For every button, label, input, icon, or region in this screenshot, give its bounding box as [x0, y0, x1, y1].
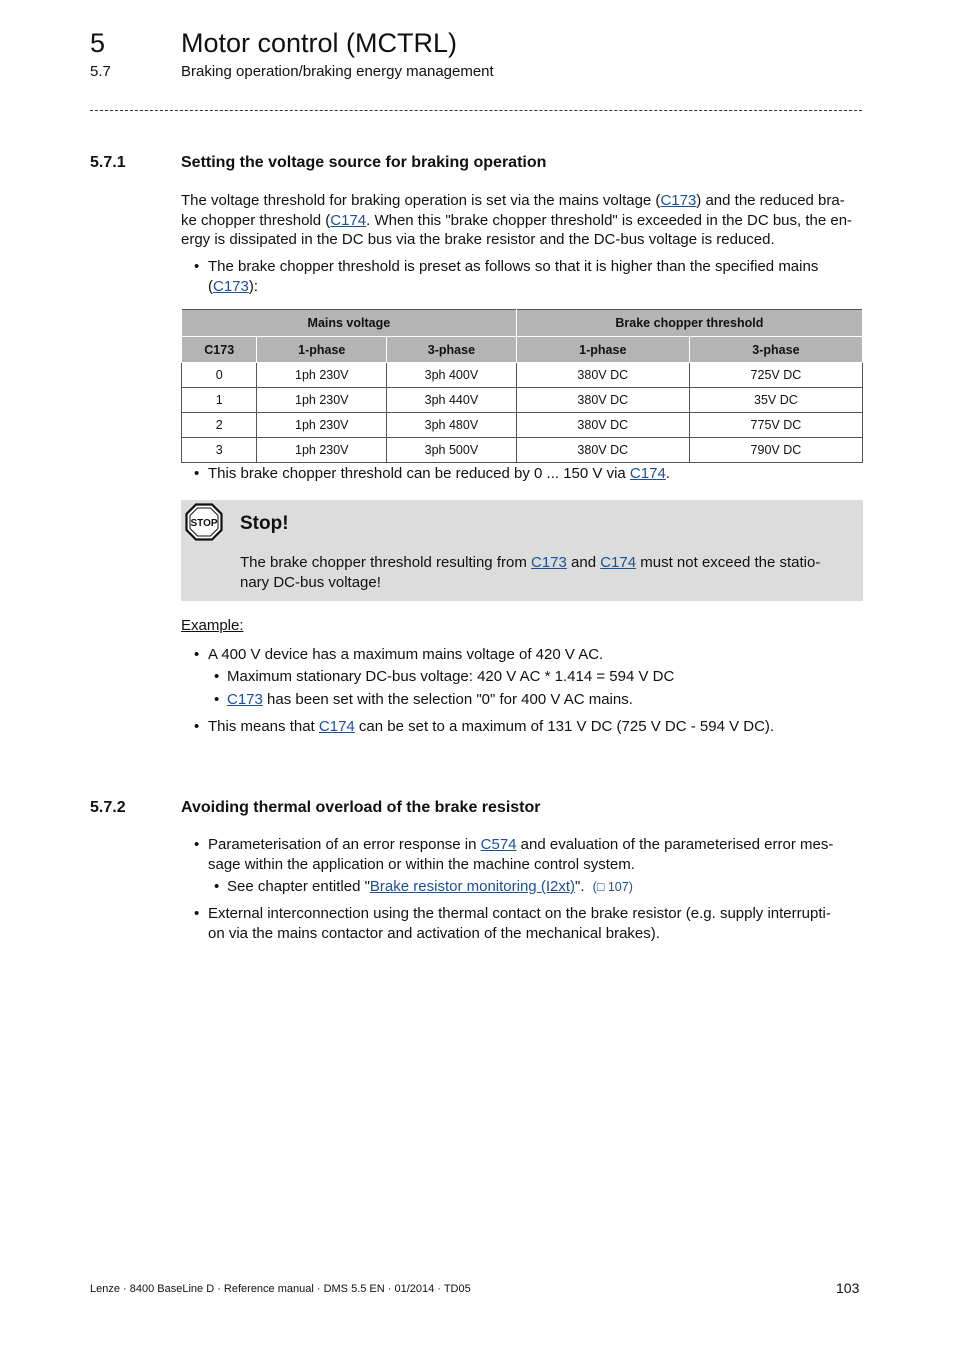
link-c173[interactable]: C173 — [213, 278, 249, 295]
link-c174[interactable]: C174 — [600, 554, 637, 571]
table-cell: 3ph 480V — [387, 413, 517, 438]
subsection-number: 5.7.1 — [90, 154, 126, 171]
stop-sign-icon — [185, 503, 223, 541]
table-cell: 3ph 440V — [387, 388, 517, 413]
table-cell: 2 — [182, 413, 257, 438]
bullet-preset: • The brake chopper threshold is preset as follows so that it is higher than the specified mains (C173): — [194, 258, 819, 295]
table-group-brake: Brake chopper threshold — [516, 310, 862, 337]
table-cell: 1ph 230V — [257, 413, 387, 438]
table-cell: 380V DC — [516, 363, 689, 388]
link-brake-resistor-monitoring[interactable]: Brake resistor monitoring (I2xt) — [369, 878, 575, 895]
table-cell: 3ph 500V — [387, 438, 517, 463]
bullet-reduction: • This brake chopper threshold can be reduced by 0 ... 150 V via C174. — [194, 465, 670, 482]
table-row — [182, 438, 863, 463]
footer-document-info: Lenze · 8400 BaseLine D · Reference manual · DMS 5.5 EN · 01/2014 · TD05 — [90, 1283, 471, 1295]
stop-title: Stop! — [240, 513, 289, 534]
example-subbullet: • Maximum stationary DC-bus voltage: 420 V AC * 1.414 = 594 V DC — [214, 668, 675, 685]
table-header: 1-phase — [516, 337, 689, 363]
subsection-title: Avoiding thermal overload of the brake resistor — [181, 799, 541, 816]
page-number: 103 — [836, 1280, 860, 1296]
table-row — [182, 388, 863, 413]
bullet-dot: • — [194, 465, 200, 482]
table-cell: 1ph 230V — [257, 438, 387, 463]
table-header: 3-phase — [387, 337, 517, 363]
table-cell: 380V DC — [516, 413, 689, 438]
bullet-see-chapter: • See chapter entitled "Brake resistor monitoring (I2xt)". (□ 107) — [214, 878, 633, 895]
table-cell: 1ph 230V — [257, 363, 387, 388]
table-cell: 775V DC — [689, 413, 862, 438]
table-cell: 3 — [182, 438, 257, 463]
example-bullet: • This means that C174 can be set to a maximum of 131 V DC (725 V DC - 594 V DC). — [194, 718, 775, 735]
bullet-dot: • — [194, 905, 200, 922]
bullet-dot: • — [194, 258, 200, 275]
table-header: 1-phase — [257, 337, 387, 363]
table-cell: 380V DC — [516, 388, 689, 413]
bullet-dot: • — [194, 836, 200, 853]
table-cell: 3ph 400V — [387, 363, 517, 388]
header-divider — [90, 110, 862, 111]
subsection-number: 5.7.2 — [90, 799, 126, 816]
stop-icon-label: STOP — [190, 518, 218, 529]
table-header: C173 — [182, 337, 257, 363]
section-title: Braking operation/braking energy management — [181, 63, 494, 80]
threshold-table — [181, 309, 863, 463]
link-c574[interactable]: C574 — [480, 836, 517, 853]
table-cell: 0 — [182, 363, 257, 388]
subsection-title: Setting the voltage source for braking operation — [181, 154, 547, 171]
bullet-dot: • — [194, 646, 200, 663]
link-c173[interactable]: C173 — [227, 691, 263, 708]
table-cell: 35V DC — [689, 388, 862, 413]
bullet-external-interconnection: • External interconnection using the thermal contact on the brake resistor (e.g. supply interrupti- on via the mains contactor and activation of the mechanical brakes). — [194, 905, 831, 942]
stop-text: The brake chopper threshold resulting from C173 and C174 must not exceed the statio- nary DC-bus voltage! — [240, 554, 821, 591]
table-header: 3-phase — [689, 337, 862, 363]
section-number: 5.7 — [90, 63, 111, 80]
bullet-dot: • — [194, 718, 200, 735]
bullet-dot: • — [214, 691, 220, 708]
table-group-mains: Mains voltage — [182, 310, 517, 337]
bullet-error-response: • Parameterisation of an error response in C574 and evaluation of the parameterised error mes- sage within the application or within the machine control system. — [194, 836, 834, 873]
table-cell: 380V DC — [516, 438, 689, 463]
table-cell: 1ph 230V — [257, 388, 387, 413]
example-bullet: • A 400 V device has a maximum mains voltage of 420 V AC. — [194, 646, 604, 663]
table-cell: 790V DC — [689, 438, 862, 463]
link-c173[interactable]: C173 — [530, 554, 567, 571]
chapter-title: Motor control (MCTRL) — [181, 28, 458, 58]
page-reference-link[interactable]: (□ 107) — [592, 880, 633, 894]
link-c174[interactable]: C174 — [629, 465, 666, 482]
table-row — [182, 363, 863, 388]
intro-paragraph: The voltage threshold for braking operation is set via the mains voltage (C173) and the reduced bra- ke chopper threshold (C174. When this "brake chopper threshold" is exceeded in the DC bus, the en- ergy is dissipated in the DC bus via the brake resistor and the DC-bus voltage is reduced. — [181, 192, 853, 248]
table-row — [182, 413, 863, 438]
link-c173[interactable]: C173 — [660, 192, 697, 209]
link-c174[interactable]: C174 — [318, 718, 355, 735]
example-subbullet: • C173 has been set with the selection "0" for 400 V AC mains. — [214, 691, 633, 708]
bullet-dot: • — [214, 668, 220, 685]
bullet-dot: • — [214, 878, 220, 895]
table-cell: 1 — [182, 388, 257, 413]
table-cell: 725V DC — [689, 363, 862, 388]
link-c174[interactable]: C174 — [330, 211, 367, 229]
example-label: Example: — [181, 617, 244, 634]
chapter-number: 5 — [90, 28, 106, 58]
